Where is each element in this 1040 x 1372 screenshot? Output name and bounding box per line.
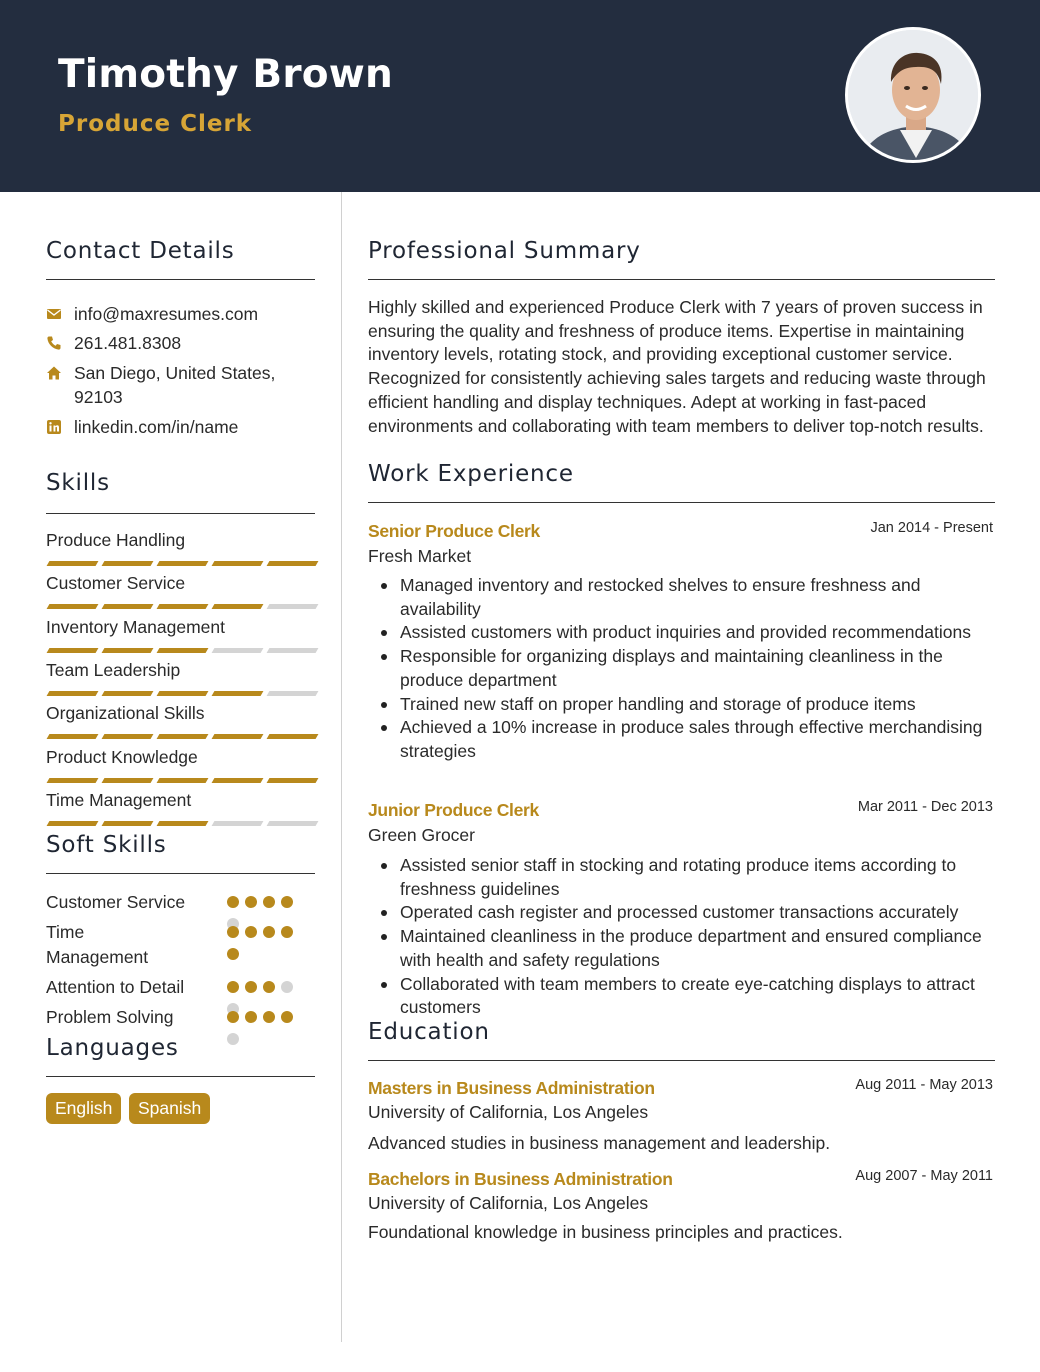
skill-bar-segment-filled — [212, 561, 264, 566]
skill-bar-segment-filled — [157, 821, 209, 826]
envelope-icon — [46, 306, 62, 322]
skill-bar-segment-empty — [267, 691, 319, 696]
skill-label: Produce Handling — [46, 530, 186, 550]
edu-2-school: University of California, Los Angeles — [368, 1193, 649, 1213]
languages-rule — [46, 1076, 315, 1077]
rating-dot-filled — [227, 981, 239, 993]
contact-address-line1: San Diego, United States, — [74, 363, 276, 383]
contact-heading: Contact Details — [46, 238, 235, 264]
skill-bar-segment-filled — [102, 648, 154, 653]
skill-level-bar — [48, 734, 317, 739]
skills-rule — [46, 513, 315, 514]
education-heading: Education — [368, 1019, 490, 1045]
soft-skill-label-line: Time — [46, 922, 85, 942]
skill-bar-segment-filled — [157, 648, 209, 653]
job-1-bullet: Managed inventory and restocked shelves to ensure freshness and availability — [400, 574, 1000, 621]
soft-skill-label-line: Management — [46, 947, 149, 967]
rating-dot-empty — [227, 1033, 239, 1045]
job-1-date: Jan 2014 - Present — [870, 520, 993, 536]
rating-dot-filled — [245, 981, 257, 993]
language-tag-spanish: Spanish — [129, 1093, 210, 1124]
job-2-bullet: Operated cash register and processed customer transactions accurately — [400, 901, 1000, 925]
skill-bar-segment-filled — [47, 648, 99, 653]
job-1-bullet: Assisted customers with product inquiries and provided recommendations — [400, 621, 1000, 645]
summary-text: Highly skilled and experienced Produce Clerk with 7 years of proven success in ensuring the quality and freshness of produce items. Expertise in maintaining inventory levels, rotating stock, and providing exceptional customer service. Recognized for consistently achieving sales targets and reducing waste through efficient handling and display techniques. Adept at working in fast-paced environments and collaborating with team members to deliver top-notch results. — [368, 297, 986, 436]
skill-bar-segment-filled — [267, 734, 319, 739]
skill-bar-segment-filled — [47, 691, 99, 696]
skill-bar-segment-filled — [102, 778, 154, 783]
job-1-bullet: Responsible for organizing displays and maintaining cleanliness in the produce department — [400, 645, 1000, 692]
summary-heading: Professional Summary — [368, 238, 641, 264]
skill-bar-segment-filled — [212, 691, 264, 696]
job-2-bullet: Collaborated with team members to create eye-catching displays to attract customers — [400, 973, 1000, 1020]
job-2-title: Junior Produce Clerk — [368, 800, 539, 820]
education-rule — [368, 1060, 995, 1061]
job-2-bullets — [400, 854, 1000, 1020]
rating-dot-filled — [245, 896, 257, 908]
skill-bar-segment-filled — [102, 734, 154, 739]
skill-bar-segment-filled — [47, 734, 99, 739]
rating-dot-filled — [227, 896, 239, 908]
contact-email-text: info@maxresumes.com — [74, 304, 259, 324]
edu-2-date: Aug 2007 - May 2011 — [855, 1168, 993, 1184]
skill-bar-segment-filled — [102, 604, 154, 609]
skill-bar-segment-filled — [157, 604, 209, 609]
skill-level-bar — [48, 604, 317, 609]
profile-photo — [845, 27, 981, 163]
job-1-company: Fresh Market — [368, 546, 472, 566]
job-2-company: Green Grocer — [368, 825, 475, 845]
job-2-bullet: Maintained cleanliness in the produce department and ensured compliance with health and safety regulations — [400, 925, 1000, 972]
soft-skill-label — [46, 890, 185, 915]
rating-dot-filled — [281, 1011, 293, 1023]
skill-label: Inventory Management — [46, 616, 225, 637]
soft-skill-label — [46, 975, 184, 1000]
skill-bar-segment-empty — [267, 648, 319, 653]
skill-level-bar — [48, 778, 317, 783]
skill-bar-segment-filled — [157, 778, 209, 783]
skill-bar-segment-filled — [157, 691, 209, 696]
skill-bar-segment-filled — [212, 734, 264, 739]
skill-bar-segment-filled — [102, 561, 154, 566]
rating-dot-filled — [227, 948, 239, 960]
skill-bar-segment-filled — [267, 778, 319, 783]
candidate-name: Timothy Brown — [58, 52, 393, 97]
skill-bar-segment-filled — [47, 821, 99, 826]
skill-bar-segment-empty — [267, 821, 319, 826]
soft-skill-label — [46, 920, 148, 970]
skill-bar-segment-filled — [267, 561, 319, 566]
edu-1-degree: Masters in Business Administration — [368, 1078, 655, 1098]
skill-bar-segment-empty — [212, 648, 264, 653]
skill-bar-segment-empty — [212, 821, 264, 826]
job-1-bullet: Achieved a 10% increase in produce sales through effective merchandising strategies — [400, 716, 1000, 763]
edu-2-description: Foundational knowledge in business principles and practices. — [368, 1222, 843, 1242]
rating-dot-empty — [281, 981, 293, 993]
rating-dot-filled — [245, 1011, 257, 1023]
skill-bar-segment-filled — [102, 821, 154, 826]
soft-skill-label-line: Problem Solving — [46, 1007, 174, 1027]
rating-dot-filled — [281, 926, 293, 938]
edu-1-date: Aug 2011 - May 2013 — [855, 1077, 993, 1093]
contact-phone-text: 261.481.8308 — [74, 333, 182, 353]
skill-level-bar — [48, 648, 317, 653]
soft-skill-label — [46, 1005, 173, 1030]
rating-dot-filled — [245, 926, 257, 938]
rating-dot-filled — [263, 896, 275, 908]
skill-label: Team Leadership — [46, 659, 181, 680]
edu-1-school: University of California, Los Angeles — [368, 1102, 649, 1122]
skill-label: Time Management — [46, 789, 192, 810]
skill-level-bar — [48, 561, 317, 566]
skill-bar-segment-filled — [157, 734, 209, 739]
skill-bar-segment-filled — [102, 691, 154, 696]
skill-bar-segment-filled — [47, 604, 99, 609]
job-2-bullet: Assisted senior staff in stocking and rotating produce items according to freshness guidelines — [400, 854, 1000, 901]
job-1-bullet: Trained new staff on proper handling and storage of produce items — [400, 693, 1000, 717]
languages-heading: Languages — [46, 1035, 179, 1061]
job-1-title: Senior Produce Clerk — [368, 521, 540, 541]
rating-dot-filled — [263, 926, 275, 938]
skill-label: Product Knowledge — [46, 746, 198, 767]
summary-rule — [368, 279, 995, 280]
edu-1-description: Advanced studies in business management and leadership. — [368, 1133, 831, 1153]
contact-rule — [46, 279, 315, 280]
job-1-bullets — [400, 574, 1000, 764]
rating-dot-filled — [227, 1011, 239, 1023]
skill-label: Organizational Skills — [46, 703, 205, 724]
experience-heading: Work Experience — [368, 461, 574, 487]
contact-linkedin-text: linkedin.com/in/name — [74, 417, 239, 437]
soft-skills-heading: Soft Skills — [46, 832, 167, 858]
experience-rule — [368, 502, 995, 503]
edu-2-degree: Bachelors in Business Administration — [368, 1169, 673, 1189]
contact-address-line2: 92103 — [74, 387, 123, 407]
skill-bar-segment-empty — [267, 604, 319, 609]
skill-bar-segment-filled — [157, 561, 209, 566]
skill-level-bar — [48, 691, 317, 696]
skill-bar-segment-filled — [47, 778, 99, 783]
skills-heading: Skills — [46, 470, 110, 496]
skill-bar-segment-filled — [212, 778, 264, 783]
rating-dot-filled — [263, 981, 275, 993]
job-title: Produce Clerk — [58, 111, 253, 137]
rating-dot-filled — [281, 896, 293, 908]
skill-level-bar — [48, 821, 317, 826]
header-banner — [0, 0, 1040, 192]
linkedin-icon — [46, 419, 62, 435]
job-2-date: Mar 2011 - Dec 2013 — [857, 799, 993, 815]
language-tag-english: English — [46, 1093, 121, 1124]
skill-label: Customer Service — [46, 573, 186, 594]
phone-icon — [46, 335, 62, 351]
rating-dot-filled — [227, 926, 239, 938]
column-divider — [341, 192, 342, 1342]
soft-skill-label-line: Attention to Detail — [46, 977, 185, 997]
home-icon — [46, 365, 62, 381]
soft-skill-label-line: Customer Service — [46, 892, 186, 912]
skill-bar-segment-filled — [212, 604, 264, 609]
soft-skills-rule — [46, 873, 315, 874]
skill-bar-segment-filled — [47, 561, 99, 566]
rating-dot-filled — [263, 1011, 275, 1023]
